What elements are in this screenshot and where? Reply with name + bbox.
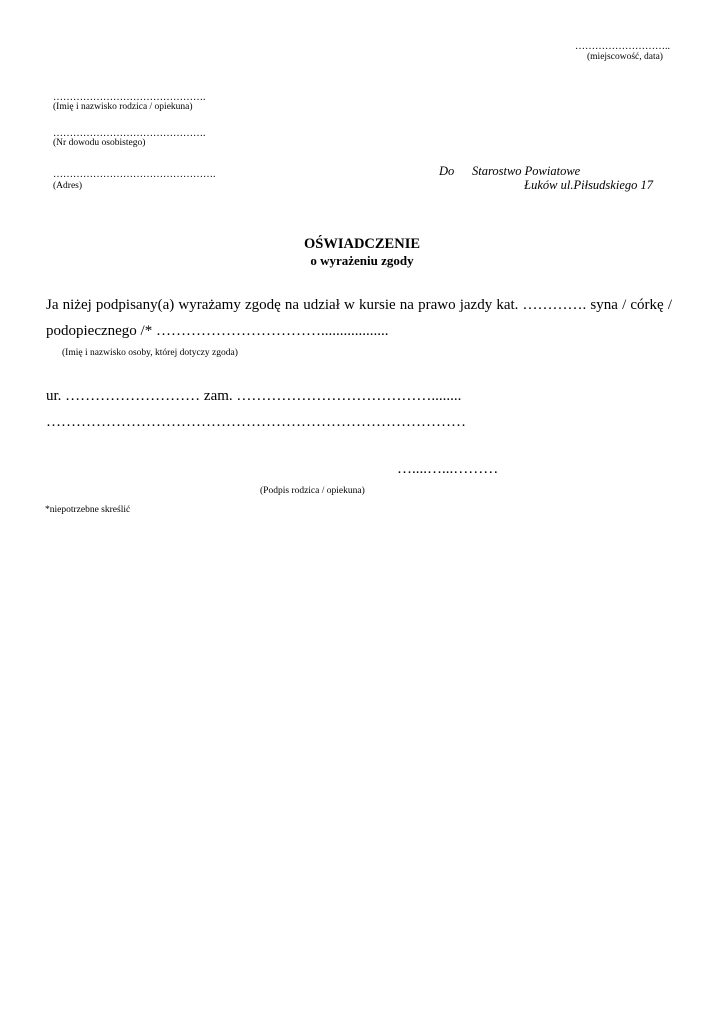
addressee-street: Łuków ul.Piłsudskiego 17: [524, 178, 653, 192]
document-title-block: [0, 236, 724, 269]
address-dots: ………………………………………….: [53, 169, 216, 180]
ward-name-caption: (Imię i nazwisko osoby, której dotyczy zgoda): [62, 348, 238, 358]
addressee-to-label: Do: [439, 164, 455, 178]
consent-line-1: Ja niżej podpisany(a) wyrażamy zgodę na udział w kursie na prawo jazdy kat. …………. syna / córkę /: [46, 297, 672, 313]
footnote: *niepotrzebne skreślić: [45, 505, 131, 515]
document-subtitle: o wyrażeniu zgody: [310, 253, 414, 268]
place-date-caption: (miejscowość, data): [587, 52, 663, 62]
id-number-caption: (Nr dowodu osobistego): [53, 138, 146, 148]
signature-caption: (Podpis rodzica / opiekuna): [260, 486, 365, 496]
addressee-office: Starostwo Powiatowe: [472, 164, 581, 178]
address-caption: (Adres): [53, 181, 83, 191]
signature-dots: …....…...………: [397, 461, 499, 477]
consent-line-2: podopiecznego /* ……………………………..................: [46, 323, 389, 339]
place-date-dots: ………………………..: [575, 41, 670, 52]
id-number-dots: ……………………………………….: [53, 128, 206, 139]
residence-continuation-line: …………………………………………………………………………: [46, 414, 466, 430]
birth-residence-line: ur. ……………………… zam. …………………………………........: [46, 388, 462, 404]
parent-name-dots: ……………………………………….: [53, 92, 206, 103]
parent-name-caption: (Imię i nazwisko rodzica / opiekuna): [53, 102, 193, 112]
document-title: OŚWIADCZENIE: [303, 236, 421, 252]
